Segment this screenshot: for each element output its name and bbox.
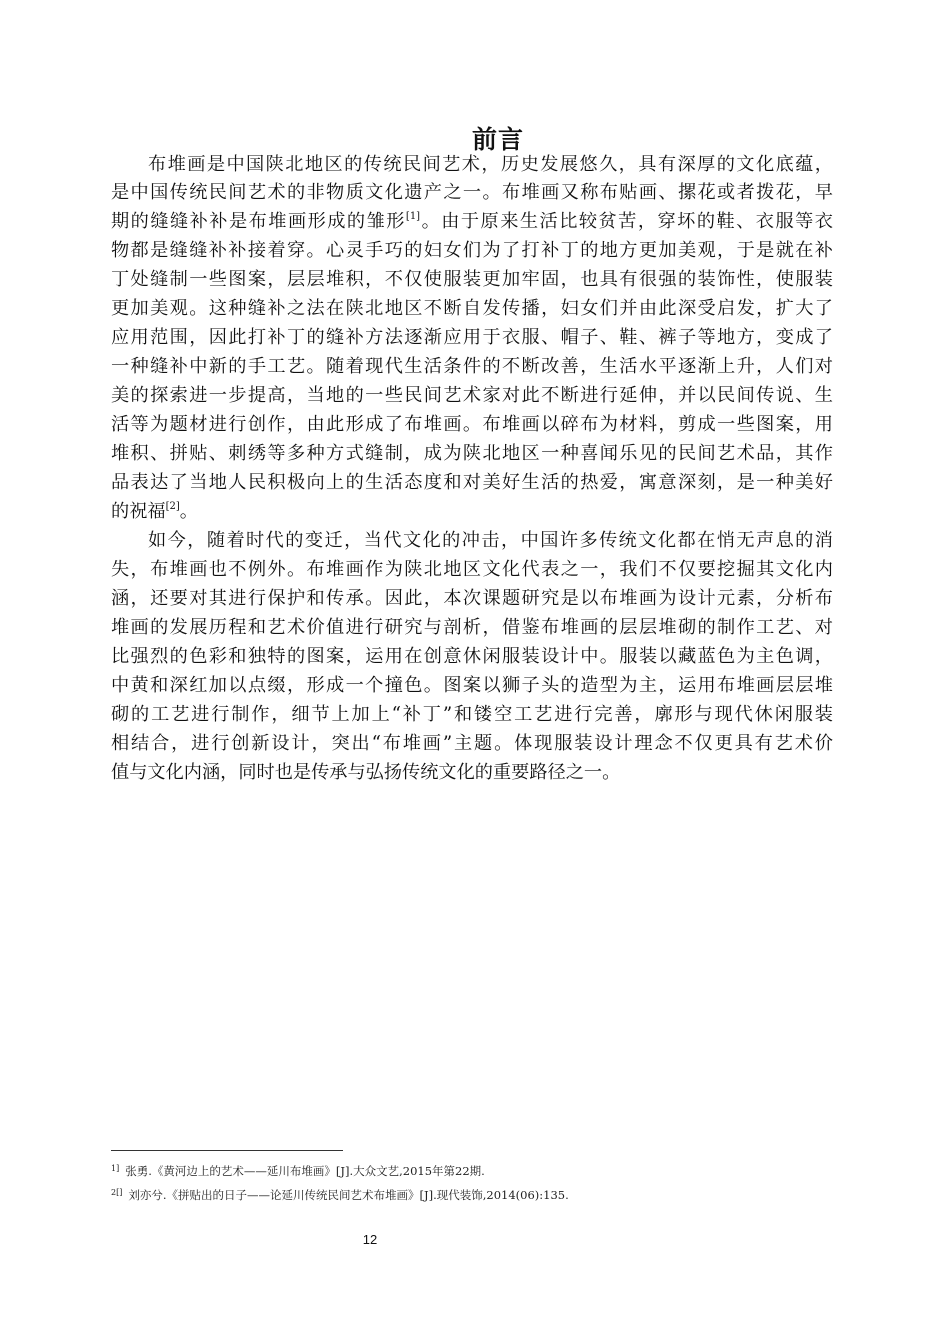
footnote-text: 张勇.《黄河边上的艺术——延川布堆画》[J].大众文艺,2015年第22期. [125,1164,485,1178]
text-line: 值与文化内涵，同时也是传承与弘扬传统文化的重要路径之一。 [111,762,621,783]
text-line: 美的探索进一步提高，当地的一些民间艺术家对此不断进行延伸，并以民间传说、生 [111,385,833,406]
citation-ref-2[interactable]: [2] [165,501,180,512]
text-line: 涵，还要对其进行保护和传承。因此，本次课题研究是以布堆画为设计元素，分析布 [111,588,833,609]
text-line: 堆积、拼贴、刺绣等多种方式缝制，成为陕北地区一种喜闻乐见的民间艺术品，其作 [111,443,833,464]
text-line: 应用范围，因此打补丁的缝补方法逐渐应用于衣服、帽子、鞋、裤子等地方，变成了 [111,327,833,348]
text-line: 砌的工艺进行制作，细节上加上“补丁”和镂空工艺进行完善，廓形与现代休闲服装 [111,704,833,725]
footnote-marker: 1] [111,1164,120,1173]
text-line: 失，布堆画也不例外。布堆画作为陕北地区文化代表之一，我们不仅要挖掘其文化内 [111,559,833,580]
text-line: 活等为题材进行创作，由此形成了布堆画。布堆画以碎布为材料，剪成一些图案，用 [111,414,833,435]
text-line: 比强烈的色彩和独特的图案，运用在创意休闲服装设计中。服装以藏蓝色为主色调， [111,646,833,667]
text-line [111,499,833,525]
text-line [111,209,833,235]
footnote-marker: 2[] [111,1188,123,1197]
text-segment: 。由于原来生活比较贫苦，穿坏的鞋、衣服等衣 [420,211,833,232]
citation-ref-1[interactable]: [1] [405,211,421,222]
text-line: 一种缝补中新的手工艺。随着现代生活条件的不断改善，生活水平逐渐上升，人们对 [111,356,833,377]
text-line: 中黄和深红加以点缀，形成一个撞色。图案以狮子头的造型为主，运用布堆画层层堆 [111,675,833,696]
page-title: 前言 [471,125,524,154]
text-line: 相结合，进行创新设计，突出“布堆画”主题。体现服装设计理念不仅更具有艺术价 [111,733,833,754]
text-line: 丁处缝制一些图案，层层堆积，不仅使服装更加牢固，也具有很强的装饰性，使服装 [111,269,833,290]
text-line: 堆画的发展历程和艺术价值进行研究与剖析，借鉴布堆画的层层堆砌的制作工艺、对 [111,617,833,638]
text-segment: 期的缝缝补补是布堆画形成的雏形 [111,211,406,232]
text-line: 品表达了当地人民积极向上的生活态度和对美好生活的热爱，寓意深刻，是一种美好 [111,472,833,493]
text-segment: 的祝福 [111,501,166,522]
footnote-separator [111,1150,343,1151]
text-segment: 。 [179,501,198,522]
footnote-text: 刘亦兮.《拼贴出的日子——论延川传统民间艺术布堆画》[J].现代装饰,2014(06):135. [128,1188,569,1202]
text-line: 是中国传统民间艺术的非物质文化遗产之一。布堆画又称布贴画、摞花或者拨花，早 [111,182,833,203]
text-line: 如今，随着时代的变迁，当代文化的冲击，中国许多传统文化都在悄无声息的消 [148,530,833,551]
text-line: 物都是缝缝补补接着穿。心灵手巧的妇女们为了打补丁的地方更加美观，于是就在补 [111,240,833,261]
page-number: 12 [362,1232,378,1247]
footnote-1 [111,1163,485,1179]
text-line: 布堆画是中国陕北地区的传统民间艺术，历史发展悠久，具有深厚的文化底蕴， [148,154,833,175]
footnote-2 [111,1187,569,1203]
text-line: 更加美观。这种缝补之法在陕北地区不断自发传播，妇女们并由此深受启发，扩大了 [111,298,833,319]
